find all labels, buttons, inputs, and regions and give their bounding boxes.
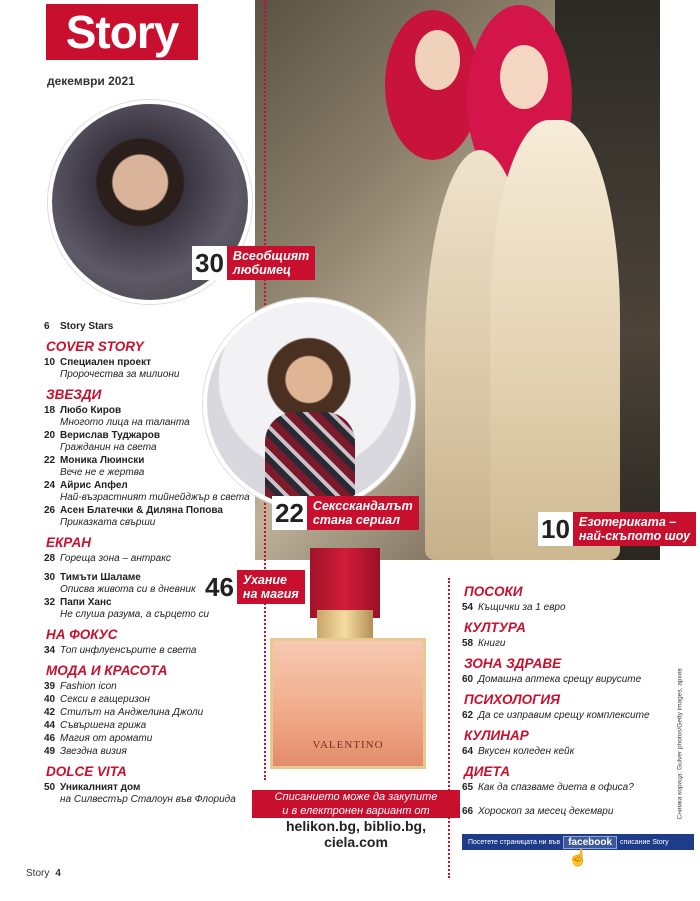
toc-item[interactable]: 40 Секси в гащеризон	[44, 694, 150, 705]
shop-links[interactable]: helikon.bg, biblio.bg,	[286, 818, 426, 834]
toc-item[interactable]: 20 Верислав Туджаров Гражданин на света	[44, 430, 160, 453]
toc-item[interactable]: 28 Гореща зона – антракс	[44, 553, 171, 564]
toc-item[interactable]: 6 Story Stars	[44, 321, 114, 332]
toc-item[interactable]: 46 Магия от аромати	[44, 733, 153, 744]
footer-magazine: Story	[26, 868, 50, 879]
toc-item[interactable]: 30 Тимъти Шаламе Описва живота си в дневник	[44, 572, 196, 595]
section-posoki: ПОСОКИ	[464, 584, 523, 599]
hand-cursor-icon: ☝	[568, 850, 588, 867]
shop-link-ciela[interactable]: ciela.com	[324, 834, 388, 850]
caption-10: 10 Езотериката – най-скъпото шоу	[538, 512, 696, 546]
toc-item[interactable]: 39 Fashion icon	[44, 681, 117, 692]
section-kultura: КУЛТУРА	[464, 620, 526, 635]
toc-item[interactable]: 65 Как да спазваме диета в офиса?	[462, 782, 634, 793]
perfume-brand: VALENTINO	[312, 739, 384, 751]
section-kulinar: КУЛИНАР	[464, 728, 529, 743]
photo-credit: Снимка корица: Gulver photos/Getty images, архив	[676, 668, 684, 820]
toc-item[interactable]: 24 Айрис Апфел Най-възрастният тийнейджър в света	[44, 480, 250, 503]
toc-left	[44, 320, 259, 807]
toc-item[interactable]: 62 Да се изправим срещу комплексите	[462, 710, 650, 721]
toc-item[interactable]: 58 Книги	[462, 638, 506, 649]
section-psiho: ПСИХОЛОГИЯ	[464, 692, 560, 707]
caption-22: 22 Сексскандалът стана сериал	[272, 496, 419, 530]
caption-46: 46 Ухание на магия	[202, 570, 305, 604]
facebook-banner[interactable]: Посетете страницата ни във facebook списание Story	[462, 834, 694, 850]
toc-item[interactable]: 32 Папи Ханс Не слуша разума, а сърцето си	[44, 597, 210, 620]
toc-item[interactable]: 10 Специален проект Пророчества за милиони	[44, 357, 180, 380]
section-zvezdi: ЗВЕЗДИ	[46, 387, 102, 402]
toc-item[interactable]: 18 Любо Киров Многото лица на таланта	[44, 405, 190, 428]
story-logo: Story	[46, 4, 198, 60]
section-dieta: ДИЕТА	[464, 764, 510, 779]
toc-item[interactable]: 66 Хороскоп за месец декември	[462, 806, 614, 817]
section-moda: МОДА И КРАСОТА	[46, 663, 168, 678]
section-ekran: ЕКРАН	[46, 535, 91, 550]
section-fokus: НА ФОКУС	[46, 627, 118, 642]
toc-item[interactable]: 26 Асен Блатечки & Диляна Попова Приказката свърши	[44, 505, 223, 528]
toc-item[interactable]: 60 Домашна аптека срещу вирусите	[462, 674, 642, 685]
page-number: 4	[55, 868, 61, 879]
toc-item[interactable]: 44 Съвършена грижа	[44, 720, 147, 731]
toc-item[interactable]: 49 Звездна визия	[44, 746, 127, 757]
toc-item[interactable]: 22 Моника Люински Вече не е жертва	[44, 455, 145, 478]
section-cover-story: COVER STORY	[46, 339, 144, 354]
toc-right	[462, 578, 692, 819]
toc-item[interactable]: 50 Уникалният дом на Силвестър Сталоун във Флорида	[44, 782, 236, 805]
toc-item[interactable]: 34 Топ инфлуенсърите в света	[44, 645, 197, 656]
digital-edition-box: Списанието може да закупите и в електронен вариант от helikon.bg, biblio.bg, ciela.com	[252, 790, 460, 850]
caption-30: 30 Всеобщият любимец	[192, 246, 315, 280]
toc-item[interactable]: 54 Къщички за 1 евро	[462, 602, 566, 613]
facebook-logo[interactable]: facebook	[563, 836, 617, 849]
toc-item[interactable]: 42 Стилът на Анджелина Джоли	[44, 707, 204, 718]
issue-date: декември 2021	[47, 74, 135, 88]
section-dolce: DOLCE VITA	[46, 764, 127, 779]
perfume-photo	[262, 548, 442, 768]
toc-item[interactable]: 64 Вкусен коледен кейк	[462, 746, 575, 757]
page-footer	[26, 868, 61, 879]
section-zdrave: ЗОНА ЗДРАВЕ	[464, 656, 562, 671]
